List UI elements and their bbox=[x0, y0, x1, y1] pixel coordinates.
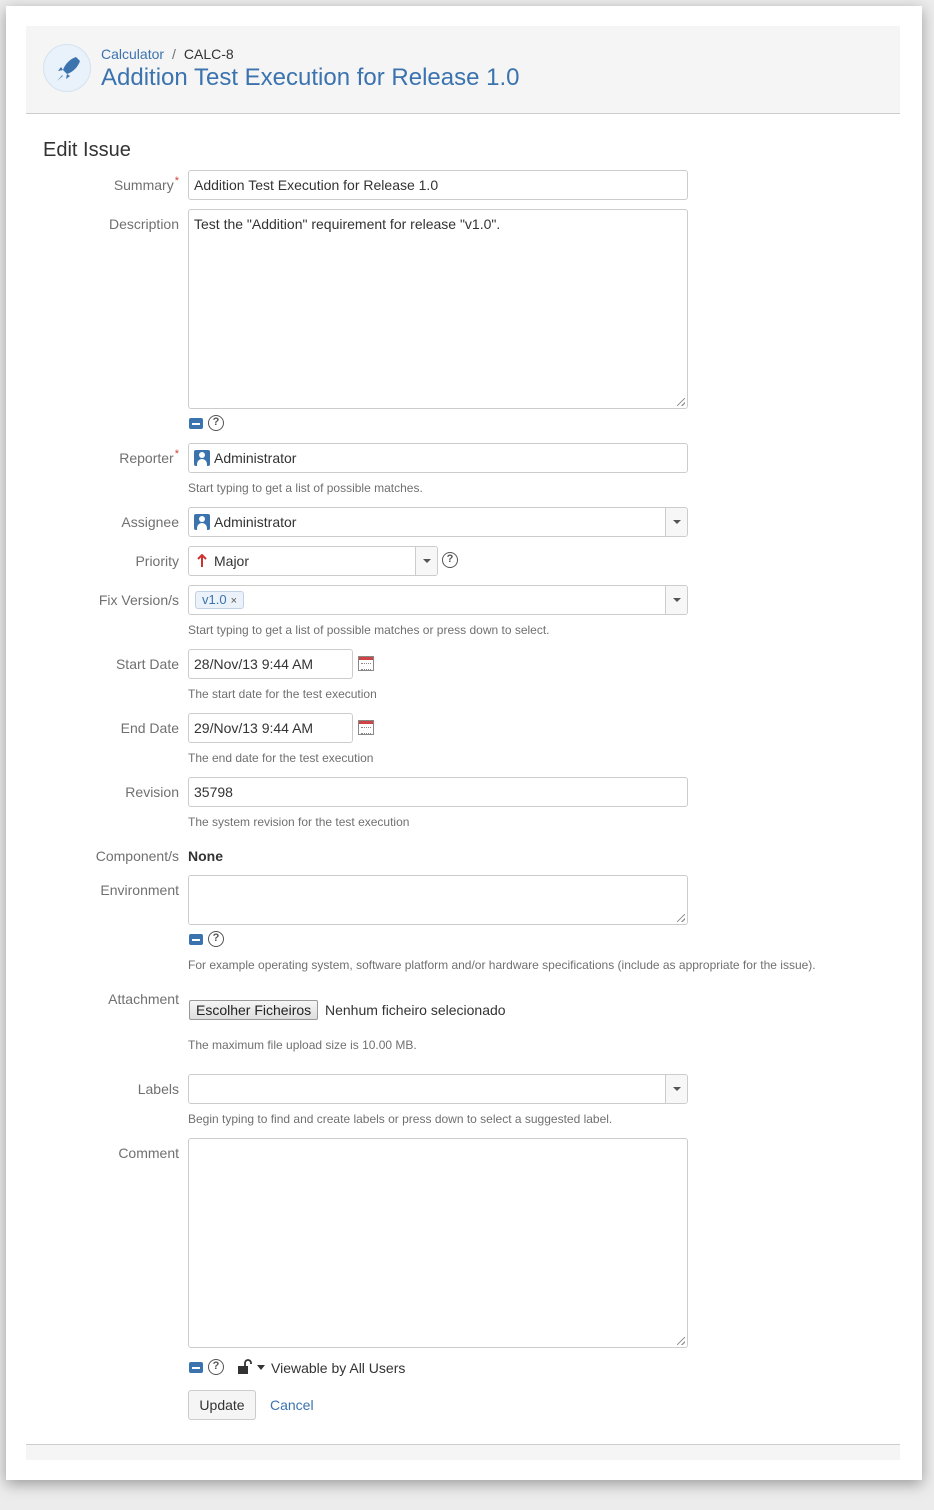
remove-icon[interactable]: × bbox=[230, 595, 238, 607]
version-lozenge[interactable]: v1.0 × bbox=[195, 591, 244, 609]
comment-textarea[interactable] bbox=[188, 1138, 688, 1348]
labels-hint: Begin typing to find and create labels or press down to select a suggested label. bbox=[188, 1112, 613, 1126]
reporter-label: Reporter* bbox=[119, 448, 179, 466]
issue-header bbox=[26, 26, 900, 114]
assignee-label: Assignee bbox=[121, 514, 179, 530]
start-date-label: Start Date bbox=[115, 656, 179, 672]
calendar-icon[interactable] bbox=[358, 656, 374, 671]
user-avatar-icon bbox=[194, 450, 210, 466]
end-date-input[interactable]: 29/Nov/13 9:44 AM bbox=[188, 713, 353, 743]
project-link[interactable]: Calculator bbox=[101, 46, 165, 62]
chevron-down-icon[interactable] bbox=[665, 586, 687, 614]
end-date-hint: The end date for the test execution bbox=[188, 751, 374, 765]
wiki-style-icon[interactable] bbox=[189, 1362, 203, 1373]
choose-files-button[interactable]: Escolher Ficheiros bbox=[189, 1000, 318, 1020]
security-level-dropdown[interactable] bbox=[236, 1358, 268, 1376]
labels-label: Labels bbox=[137, 1081, 179, 1097]
chevron-down-icon bbox=[257, 1365, 265, 1370]
environment-hint: For example operating system, software platform and/or hardware specifications (include as appropriate for the issue). bbox=[188, 958, 816, 972]
form-heading: Edit Issue bbox=[43, 139, 131, 161]
help-icon[interactable]: ? bbox=[442, 552, 458, 568]
attachment-hint: The maximum file upload size is 10.00 MB. bbox=[188, 1038, 417, 1052]
required-marker: * bbox=[174, 448, 179, 460]
chevron-down-icon[interactable] bbox=[665, 1075, 687, 1103]
page-frame bbox=[6, 6, 922, 1480]
issue-title[interactable]: Addition Test Execution for Release 1.0 bbox=[101, 64, 520, 91]
help-icon[interactable]: ? bbox=[208, 415, 224, 431]
resize-handle[interactable] bbox=[677, 914, 685, 922]
reporter-input[interactable]: Administrator bbox=[188, 443, 688, 473]
start-date-input[interactable]: 28/Nov/13 9:44 AM bbox=[188, 649, 353, 679]
help-icon[interactable]: ? bbox=[208, 1359, 224, 1375]
help-icon[interactable]: ? bbox=[208, 931, 224, 947]
resize-handle[interactable] bbox=[677, 1337, 685, 1345]
labels-input[interactable] bbox=[188, 1074, 688, 1104]
priority-select[interactable]: Major bbox=[188, 546, 438, 576]
arrow-up-icon bbox=[197, 554, 207, 568]
fix-version-multiselect[interactable] bbox=[188, 585, 688, 615]
summary-label: Summary* bbox=[113, 175, 179, 193]
update-button[interactable]: Update bbox=[188, 1390, 256, 1420]
components-label: Component/s bbox=[95, 848, 179, 864]
rocket-icon bbox=[52, 53, 84, 85]
start-date-hint: The start date for the test execution bbox=[188, 687, 377, 701]
environment-label: Environment bbox=[100, 882, 179, 898]
fix-version-hint: Start typing to get a list of possible matches or press down to select. bbox=[188, 623, 550, 637]
fix-version-label: Fix Version/s bbox=[98, 592, 179, 608]
comment-visibility[interactable]: Viewable by All Users bbox=[271, 1360, 406, 1376]
project-avatar[interactable] bbox=[43, 44, 91, 92]
unlock-icon bbox=[236, 1358, 254, 1376]
attachment-label: Attachment bbox=[108, 991, 179, 1007]
breadcrumb-separator: / bbox=[172, 46, 176, 62]
chevron-down-icon[interactable] bbox=[415, 547, 437, 575]
user-avatar-icon bbox=[194, 514, 210, 530]
breadcrumb bbox=[101, 46, 234, 62]
components-value: None bbox=[188, 848, 223, 864]
priority-label: Priority bbox=[135, 553, 179, 569]
calendar-icon[interactable] bbox=[358, 720, 374, 735]
resize-handle[interactable] bbox=[677, 398, 685, 406]
revision-hint: The system revision for the test execution bbox=[188, 815, 410, 829]
wiki-style-icon[interactable] bbox=[189, 418, 203, 429]
revision-label: Revision bbox=[125, 784, 179, 800]
comment-label: Comment bbox=[118, 1145, 179, 1161]
assignee-select[interactable]: Administrator bbox=[188, 507, 688, 537]
reporter-hint: Start typing to get a list of possible matches. bbox=[188, 481, 423, 495]
environment-textarea[interactable] bbox=[188, 875, 688, 925]
wiki-style-icon[interactable] bbox=[189, 934, 203, 945]
cancel-link[interactable]: Cancel bbox=[270, 1397, 314, 1413]
issue-key[interactable]: CALC-8 bbox=[183, 46, 234, 62]
footer-bar bbox=[26, 1444, 900, 1460]
file-status: Nenhum ficheiro selecionado bbox=[325, 1002, 506, 1018]
description-textarea[interactable]: Test the "Addition" requirement for release "v1.0". bbox=[188, 209, 688, 409]
summary-input[interactable]: Addition Test Execution for Release 1.0 bbox=[188, 170, 688, 200]
required-marker: * bbox=[174, 175, 179, 187]
chevron-down-icon[interactable] bbox=[665, 508, 687, 536]
revision-input[interactable]: 35798 bbox=[188, 777, 688, 807]
description-label: Description bbox=[108, 216, 179, 232]
end-date-label: End Date bbox=[120, 720, 179, 736]
